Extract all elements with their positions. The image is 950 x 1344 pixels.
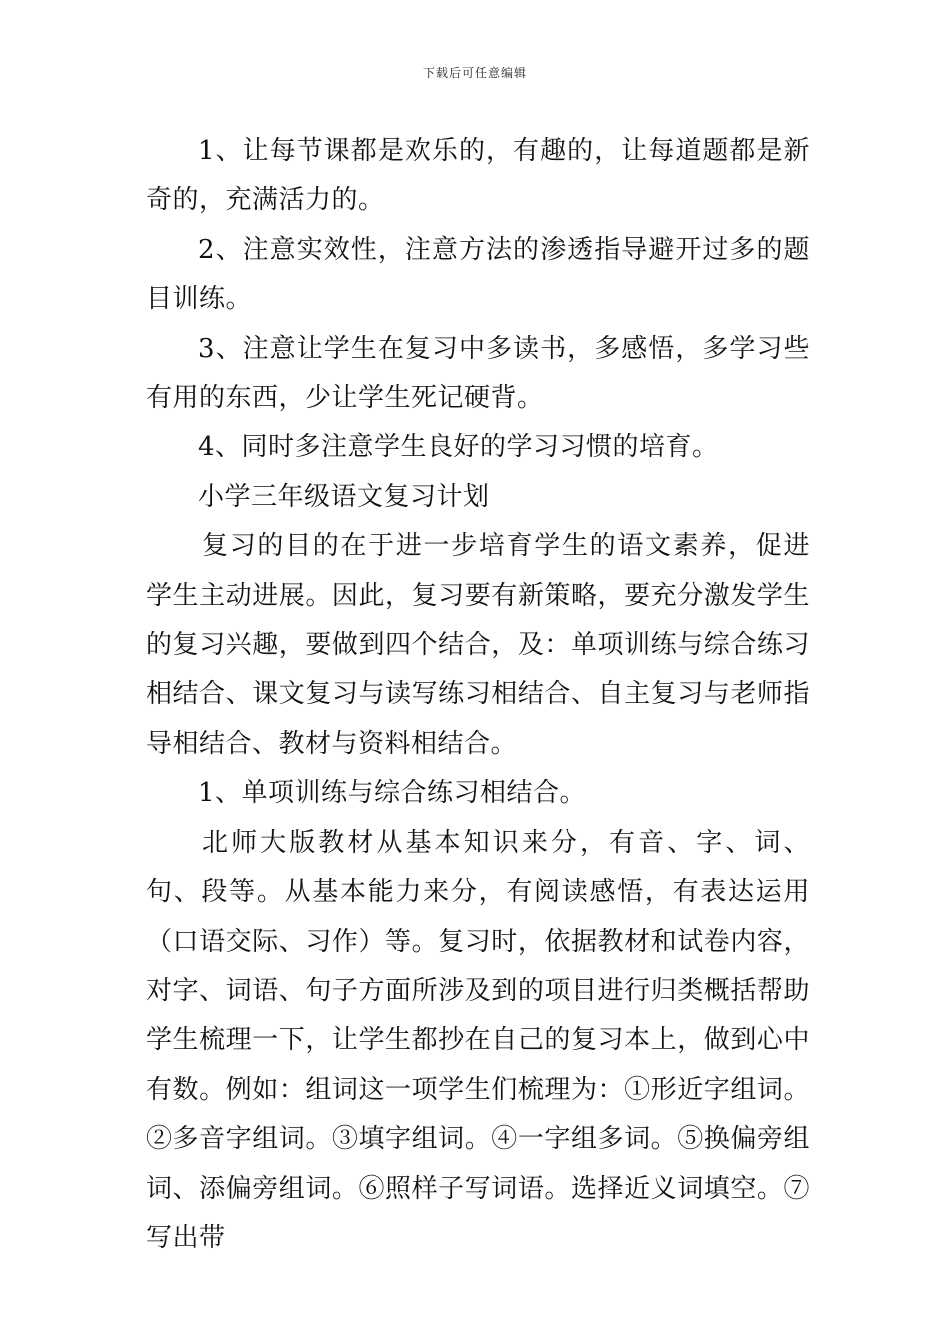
document-body	[146, 127, 810, 1263]
section-title: 小学三年级语文复习计划	[198, 481, 490, 512]
paragraph-item-1: 1、让每节课都是欢乐的，有趣的，让每道题都是新奇的，充满活力的。	[146, 136, 810, 216]
paragraph-item-2: 2、注意实效性，注意方法的渗透指导避开过多的题目训练。	[146, 234, 810, 315]
page-header: 下载后可任意编辑	[422, 66, 527, 80]
subsection-title: 1、单项训练与综合练习相结合。	[198, 778, 587, 809]
paragraph-detail: 北师大版教材从基本知识来分，有音、字、词、句、段等。从基本能力来分，有阅读感悟，有表达运用（口语交际、习作）等。复习时，依据教材和试卷内容，对字、词语、句子方面所涉及到的项目进行归类概括帮助学生梳理一下，让学生都抄在自己的复习本上，做到心中有数。例如：组词这一项学生们梳理为：①形近字组词。②多音字组词。③填字组词。④一字组多词。⑤换偏旁组词、添偏旁组词。⑥照样子写词语。选择近义词填空。⑦写出带	[146, 827, 810, 1253]
paragraph-item-3: 3、注意让学生在复习中多读书，多感悟，多学习些有用的东西，少让学生死记硬背。	[146, 333, 810, 414]
paragraph-intro: 复习的目的在于进一步培育学生的语文素养，促进学生主动进展。因此，复习要有新策略，要充分激发学生的复习兴趣，要做到四个结合，及：单项训练与综合练习相结合、课文复习与读写练习相结合、自主复习与老师指导相结合、教材与资料相结合。	[146, 531, 810, 759]
paragraph-item-4: 4、同时多注意学生良好的学习习惯的培育。	[198, 432, 719, 463]
